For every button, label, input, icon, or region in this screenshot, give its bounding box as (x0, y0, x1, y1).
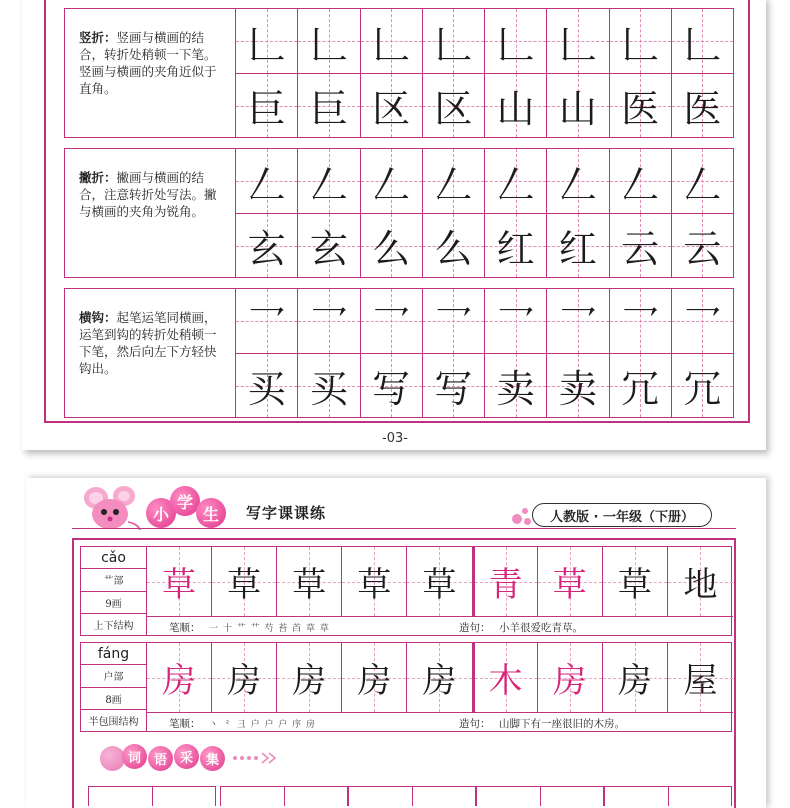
stroke-description: 竖画与横画的结合，转折处稍顿一下笔。竖画与横画的夹角近似于直角。 (79, 30, 217, 96)
vocab-cell[interactable] (604, 786, 732, 806)
stroke-cell (297, 9, 359, 73)
char-cell (297, 353, 359, 417)
char-cell (212, 547, 277, 616)
badge-char: 小 (146, 498, 176, 528)
char-glyph: 么 (372, 227, 411, 271)
char-glyph: 地 (683, 565, 718, 605)
stroke-cell (546, 289, 608, 353)
char-cell (609, 353, 671, 417)
vocab-badge-char: 采 (174, 744, 199, 769)
char-glyph: 草 (162, 565, 197, 605)
char-glyph: 山 (558, 87, 597, 131)
stroke-glyph: 乛 (621, 302, 660, 347)
pinyin: cǎo (81, 547, 146, 569)
char-cell (473, 643, 538, 712)
char-cell (360, 213, 422, 277)
vocab-cells (80, 786, 732, 800)
vocab-cell[interactable] (476, 786, 604, 806)
char-glyph: 医 (683, 87, 722, 131)
char-cell (671, 73, 733, 137)
vocab-badge-char: 集 (200, 746, 225, 771)
char-glyph: 买 (247, 367, 286, 411)
char-info (81, 643, 147, 731)
char-glyph: 冗 (621, 367, 660, 411)
stroke-glyph: 𠃋 (621, 162, 660, 207)
stroke-order-seq: 一 十 艹 艹 芍 苔 苩 草 草 (209, 623, 330, 634)
radical: 艹部 (81, 569, 146, 591)
char-glyph: 玄 (309, 227, 348, 271)
stroke-glyph: 𠃋 (309, 162, 348, 207)
section-description (65, 289, 235, 417)
stroke-glyph: 乛 (496, 302, 535, 347)
section-henggou (64, 288, 734, 418)
edition-label: 人教版 · 一年级（下册） (532, 503, 712, 527)
practice-grid (235, 9, 733, 137)
char-glyph: 草 (422, 565, 457, 605)
structure: 半包围结构 (88, 716, 139, 728)
char-cell (473, 547, 538, 616)
vocab-badge-char: 语 (148, 746, 173, 771)
char-cell (342, 643, 407, 712)
page-number: -03- (382, 431, 408, 446)
char-cell (671, 353, 733, 417)
char-cell (603, 643, 668, 712)
mouse-mascot-icon (80, 484, 142, 532)
stroke-cell (546, 149, 608, 213)
char-cell (342, 547, 407, 616)
sentence-label: 造句： (459, 621, 491, 634)
vocab-badge-char: 词 (122, 744, 147, 769)
stroke-cell (360, 149, 422, 213)
char-glyph: 区 (434, 87, 473, 131)
char-row-fang (80, 642, 732, 732)
char-glyph: 红 (558, 227, 597, 271)
char-cell (235, 353, 297, 417)
stroke-glyph: 乛 (372, 302, 411, 347)
structure: 上下结构 (93, 620, 134, 632)
char-row-cao (80, 546, 732, 636)
vocab-cell[interactable] (220, 786, 348, 806)
char-cell (538, 643, 603, 712)
char-glyph: 玄 (247, 227, 286, 271)
stroke-glyph: 乛 (309, 302, 348, 347)
char-cell (235, 213, 297, 277)
dotted-arrow-icon (232, 752, 278, 764)
char-cell (546, 213, 608, 277)
char-cell (277, 643, 342, 712)
stroke-glyph: 乛 (683, 302, 722, 347)
char-cell (671, 213, 733, 277)
stroke-term: 撇折： (79, 170, 117, 185)
radical: 户部 (81, 665, 146, 687)
char-glyph: 屋 (683, 661, 718, 701)
char-cell (407, 547, 472, 616)
stroke-cell (546, 9, 608, 73)
stroke-order-label: 笔顺： (169, 621, 201, 634)
char-cell (147, 547, 212, 616)
char-cell (297, 73, 359, 137)
stroke-glyph: 𠃊 (496, 22, 535, 67)
char-glyph: 云 (683, 227, 722, 271)
stroke-glyph: 𠃊 (683, 22, 722, 67)
char-cell (360, 353, 422, 417)
char-info (81, 547, 147, 635)
section-shuzhe (64, 8, 734, 138)
section-piezhe (64, 148, 734, 278)
char-glyph: 房 (552, 661, 587, 701)
char-glyph: 草 (292, 565, 327, 605)
stroke-cell (609, 149, 671, 213)
char-cell (360, 73, 422, 137)
stroke-order-label: 笔顺： (169, 717, 201, 730)
page-title: 写字课课练 (246, 504, 327, 522)
char-cell (212, 643, 277, 712)
stroke-description: 撇画与横画的结合，注意转折处写法。撇与横画的夹角为锐角。 (79, 170, 217, 219)
char-cell (609, 73, 671, 137)
char-glyph: 卖 (496, 367, 535, 411)
char-cells (147, 643, 733, 713)
char-glyph: 么 (434, 227, 473, 271)
stroke-glyph: 𠃋 (247, 162, 286, 207)
char-cell (668, 643, 733, 712)
stroke-cell (360, 9, 422, 73)
char-glyph: 房 (422, 661, 457, 701)
stroke-order-seq: 丶 ⺀ ⼹ 户 户 户 序 房 (209, 719, 317, 730)
practice-grid (235, 149, 733, 277)
stroke-cell (360, 289, 422, 353)
stroke-cell (235, 149, 297, 213)
char-glyph: 医 (621, 87, 660, 131)
stroke-glyph: 𠃊 (372, 22, 411, 67)
char-glyph: 草 (357, 565, 392, 605)
stroke-cell (609, 9, 671, 73)
stroke-glyph: 𠃋 (434, 162, 473, 207)
char-glyph: 房 (292, 661, 327, 701)
stroke-cell (671, 289, 733, 353)
char-glyph: 写 (372, 367, 411, 411)
char-glyph: 木 (488, 661, 523, 701)
stroke-cell (297, 149, 359, 213)
stroke-cell (235, 289, 297, 353)
char-glyph: 草 (552, 565, 587, 605)
char-glyph: 巨 (247, 87, 286, 131)
char-cell (422, 353, 484, 417)
char-cell (297, 213, 359, 277)
stroke-cell (422, 9, 484, 73)
stroke-glyph: 𠃋 (372, 162, 411, 207)
char-cell (538, 547, 603, 616)
char-glyph: 云 (621, 227, 660, 271)
stroke-glyph: 𠃊 (558, 22, 597, 67)
stroke-count: 9画 (81, 592, 146, 614)
char-glyph: 青 (488, 565, 523, 605)
char-cell (422, 213, 484, 277)
practice-grid (235, 289, 733, 417)
stroke-cell (671, 9, 733, 73)
char-cell (147, 643, 212, 712)
char-cell (422, 73, 484, 137)
stroke-cell (484, 9, 546, 73)
char-cell (484, 213, 546, 277)
char-glyph: 巨 (309, 87, 348, 131)
char-glyph: 冗 (683, 367, 722, 411)
char-cell (235, 73, 297, 137)
stroke-cell (422, 149, 484, 213)
vocab-cell[interactable] (348, 786, 476, 806)
char-cell (484, 353, 546, 417)
stroke-glyph: 𠃋 (683, 162, 722, 207)
stroke-cell (609, 289, 671, 353)
char-glyph: 山 (496, 87, 535, 131)
stroke-cell (484, 149, 546, 213)
char-glyph: 写 (434, 367, 473, 411)
stroke-glyph: 乛 (247, 302, 286, 347)
stroke-term: 横钩： (79, 310, 117, 325)
stroke-cell (671, 149, 733, 213)
sentence: 山脚下有一座很旧的木房。 (499, 717, 625, 730)
char-cell (546, 353, 608, 417)
char-cell (668, 547, 733, 616)
char-cell (603, 547, 668, 616)
section-description (65, 9, 235, 137)
char-cell (484, 73, 546, 137)
stroke-glyph: 𠃊 (309, 22, 348, 67)
char-cell (407, 643, 472, 712)
stroke-order-line (147, 617, 733, 637)
stroke-cell (484, 289, 546, 353)
stroke-cell (422, 289, 484, 353)
char-glyph: 买 (309, 367, 348, 411)
char-glyph: 区 (372, 87, 411, 131)
badge-char: 学 (170, 486, 200, 516)
char-cell (546, 73, 608, 137)
char-glyph: 卖 (558, 367, 597, 411)
stroke-count: 8画 (81, 688, 146, 710)
stroke-glyph: 𠃊 (621, 22, 660, 67)
stroke-glyph: 𠃋 (558, 162, 597, 207)
char-glyph: 草 (617, 565, 652, 605)
char-cell (609, 213, 671, 277)
char-cells (147, 547, 733, 617)
sentence: 小羊很爱吃青草。 (499, 621, 583, 634)
char-glyph: 房 (617, 661, 652, 701)
badge-char: 生 (196, 498, 226, 528)
char-glyph: 房 (227, 661, 262, 701)
stroke-glyph: 𠃋 (496, 162, 535, 207)
char-glyph: 房 (357, 661, 392, 701)
stroke-order-line (147, 713, 733, 733)
sentence-label: 造句： (459, 717, 491, 730)
stroke-cell (235, 9, 297, 73)
header-divider (72, 528, 736, 529)
pinyin: fáng (81, 643, 146, 665)
char-cell (277, 547, 342, 616)
char-glyph: 红 (496, 227, 535, 271)
section-description (65, 149, 235, 277)
stroke-cell (297, 289, 359, 353)
stroke-glyph: 乛 (434, 302, 473, 347)
stroke-glyph: 𠃊 (434, 22, 473, 67)
vocab-cell[interactable] (88, 786, 216, 806)
stroke-glyph: 乛 (558, 302, 597, 347)
stroke-term: 竖折： (79, 30, 117, 45)
stroke-glyph: 𠃊 (247, 22, 286, 67)
stroke-description: 起笔运笔同横画，运笔到钩的转折处稍顿一下笔，然后向左下方轻快钩出。 (79, 310, 217, 376)
char-glyph: 草 (227, 565, 262, 605)
char-glyph: 房 (162, 661, 197, 701)
